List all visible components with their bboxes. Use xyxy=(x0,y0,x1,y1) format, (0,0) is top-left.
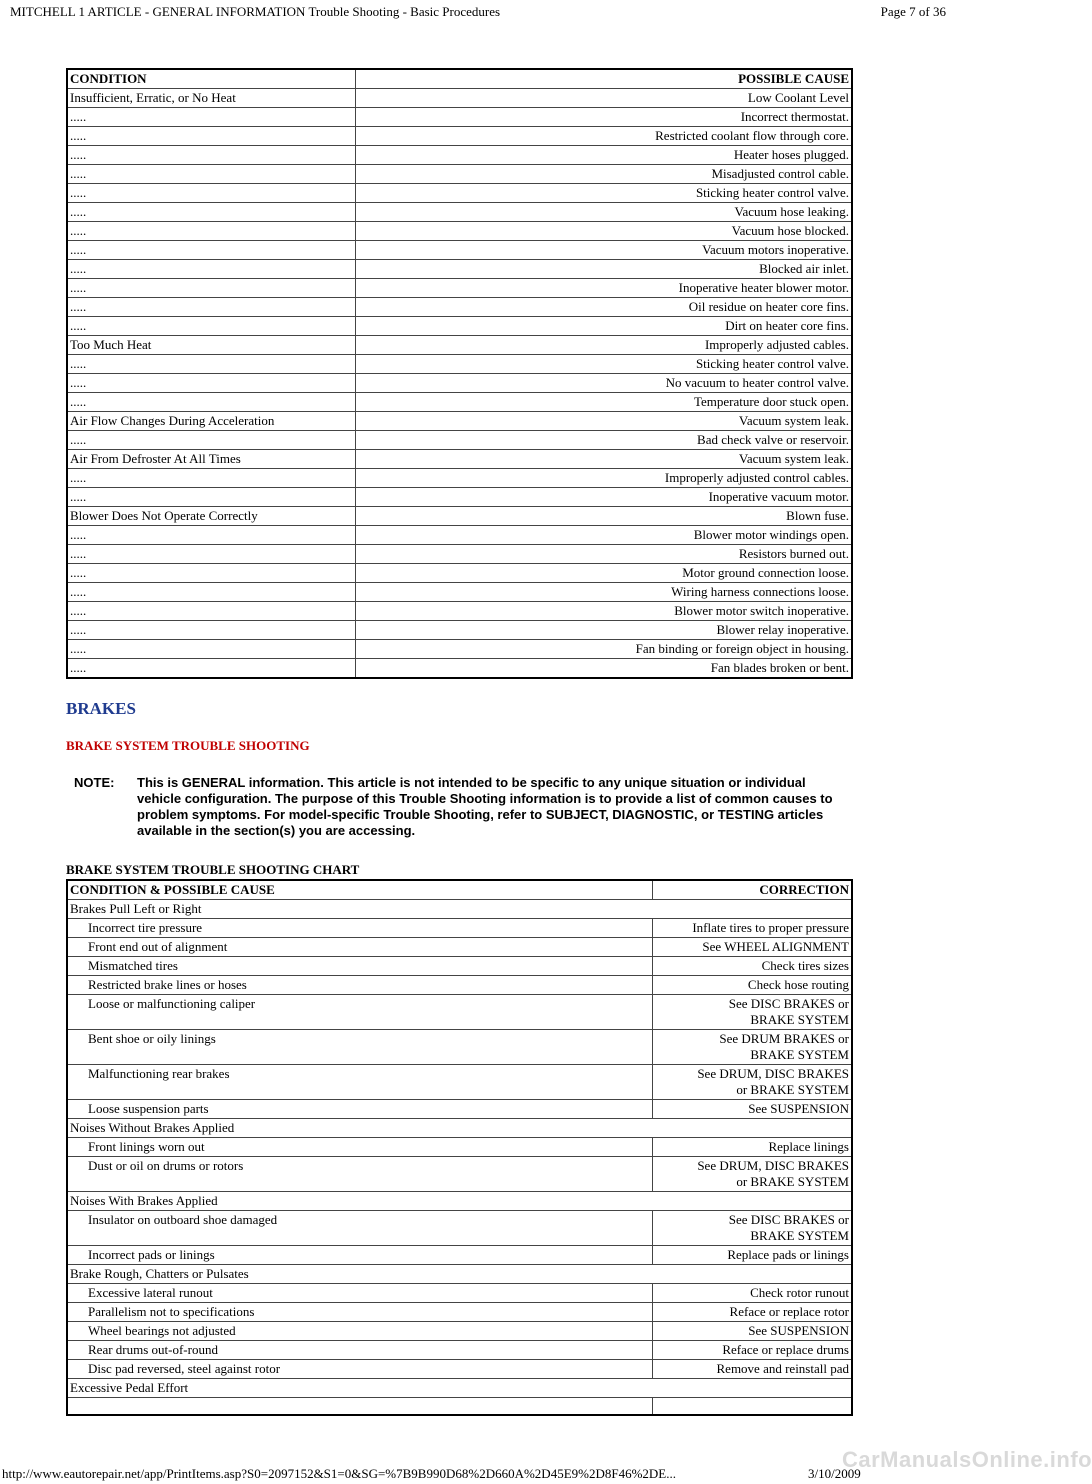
correction-line: See SUSPENSION xyxy=(748,1101,849,1116)
correction-line: See WHEEL ALIGNMENT xyxy=(702,939,849,954)
correction-line: Inflate tires to proper pressure xyxy=(692,920,849,935)
table-header-row xyxy=(67,69,852,89)
note-text: This is GENERAL information. This article is not intended to be specific to any unique situation or individual vehicle configuration. The purpose of this Trouble Shooting information is to provide a list of common causes to problem symptoms. For model-specific Trouble Shooting, refer to SUBJECT, DIAGNOSTIC, or TESTING articles available in the section(s) you are accessing. xyxy=(137,775,833,838)
possible-cause-cell: Temperature door stuck open. xyxy=(356,393,853,412)
condition-group-cell: Excessive Pedal Effort xyxy=(67,1379,852,1398)
correction-line: See SUSPENSION xyxy=(748,1323,849,1338)
cause-cell: Dust or oil on drums or rotors xyxy=(67,1157,653,1192)
condition-cell: ..... xyxy=(67,127,356,146)
column-header-possible-cause: POSSIBLE CAUSE xyxy=(356,69,853,89)
section-subheading: BRAKE SYSTEM TROUBLE SHOOTING xyxy=(66,738,310,753)
possible-cause-cell: Improperly adjusted control cables. xyxy=(356,469,853,488)
table-header-row xyxy=(67,880,852,900)
cause-cell: Excessive lateral runout xyxy=(67,1284,653,1303)
condition-cell: ..... xyxy=(67,526,356,545)
condition-cell: ..... xyxy=(67,355,356,374)
condition-group-row xyxy=(67,1265,852,1284)
condition-group-cell: Brakes Pull Left or Right xyxy=(67,900,852,919)
table-row xyxy=(67,469,852,488)
note-label: NOTE: xyxy=(74,775,115,790)
correction-line: See DISC BRAKES or xyxy=(728,1212,849,1227)
condition-group-row xyxy=(67,1192,852,1211)
table-row xyxy=(67,640,852,659)
condition-cell: ..... xyxy=(67,564,356,583)
correction-cell xyxy=(653,1211,853,1246)
possible-cause-cell: Fan blades broken or bent. xyxy=(356,659,853,679)
table-row xyxy=(67,919,852,938)
condition-cell: ..... xyxy=(67,222,356,241)
condition-cell: ..... xyxy=(67,374,356,393)
correction-line: Replace linings xyxy=(768,1139,849,1154)
table-row xyxy=(67,1211,852,1246)
correction-line: Reface or replace drums xyxy=(722,1342,849,1357)
empty-cell xyxy=(67,1398,653,1416)
possible-cause-cell: No vacuum to heater control valve. xyxy=(356,374,853,393)
possible-cause-cell: Inoperative heater blower motor. xyxy=(356,279,853,298)
possible-cause-cell: Blocked air inlet. xyxy=(356,260,853,279)
table-row xyxy=(67,374,852,393)
heater-trouble-table xyxy=(66,68,853,679)
possible-cause-cell: Blower motor windings open. xyxy=(356,526,853,545)
condition-cell: ..... xyxy=(67,659,356,679)
condition-cell: Blower Does Not Operate Correctly xyxy=(67,507,356,526)
condition-group-cell: Brake Rough, Chatters or Pulsates xyxy=(67,1265,852,1284)
table-row xyxy=(67,431,852,450)
table-row xyxy=(67,298,852,317)
table-row xyxy=(67,1246,852,1265)
condition-cell: ..... xyxy=(67,621,356,640)
table-row xyxy=(67,260,852,279)
correction-cell xyxy=(653,1065,853,1100)
table-row xyxy=(67,336,852,355)
correction-cell xyxy=(653,1360,853,1379)
possible-cause-cell: Bad check valve or reservoir. xyxy=(356,431,853,450)
possible-cause-cell: Sticking heater control valve. xyxy=(356,355,853,374)
possible-cause-cell: Heater hoses plugged. xyxy=(356,146,853,165)
table-row xyxy=(67,1341,852,1360)
possible-cause-cell: Motor ground connection loose. xyxy=(356,564,853,583)
cause-cell: Malfunctioning rear brakes xyxy=(67,1065,653,1100)
cause-cell: Rear drums out-of-round xyxy=(67,1341,653,1360)
print-header-title: MITCHELL 1 ARTICLE - GENERAL INFORMATION Trouble Shooting - Basic Procedures xyxy=(10,4,501,19)
table-row xyxy=(67,1100,852,1119)
possible-cause-cell: Inoperative vacuum motor. xyxy=(356,488,853,507)
correction-line: Reface or replace rotor xyxy=(729,1304,849,1319)
table-row xyxy=(67,957,852,976)
cause-cell: Loose or malfunctioning caliper xyxy=(67,995,653,1030)
table-row xyxy=(67,108,852,127)
table-row xyxy=(67,545,852,564)
cause-cell: Incorrect tire pressure xyxy=(67,919,653,938)
possible-cause-cell: Improperly adjusted cables. xyxy=(356,336,853,355)
correction-line: See DRUM, DISC BRAKES xyxy=(697,1066,849,1081)
possible-cause-cell: Blower relay inoperative. xyxy=(356,621,853,640)
condition-cell: ..... xyxy=(67,469,356,488)
table-row xyxy=(67,127,852,146)
table-row xyxy=(67,976,852,995)
correction-cell xyxy=(653,1322,853,1341)
possible-cause-cell: Misadjusted control cable. xyxy=(356,165,853,184)
cause-cell: Mismatched tires xyxy=(67,957,653,976)
table-row xyxy=(67,1303,852,1322)
correction-line: Check rotor runout xyxy=(750,1285,849,1300)
cause-cell: Wheel bearings not adjusted xyxy=(67,1322,653,1341)
correction-cell xyxy=(653,1341,853,1360)
condition-group-cell: Noises With Brakes Applied xyxy=(67,1192,852,1211)
table-row xyxy=(67,1157,852,1192)
possible-cause-cell: Oil residue on heater core fins. xyxy=(356,298,853,317)
correction-line: BRAKE SYSTEM xyxy=(750,1047,849,1062)
condition-cell: Air From Defroster At All Times xyxy=(67,450,356,469)
table-row xyxy=(67,1065,852,1100)
cause-cell: Front linings worn out xyxy=(67,1138,653,1157)
table-row xyxy=(67,602,852,621)
table-row xyxy=(67,1322,852,1341)
correction-cell xyxy=(653,1100,853,1119)
possible-cause-cell: Blower motor switch inoperative. xyxy=(356,602,853,621)
cause-cell: Restricted brake lines or hoses xyxy=(67,976,653,995)
condition-cell: ..... xyxy=(67,583,356,602)
possible-cause-cell: Blown fuse. xyxy=(356,507,853,526)
column-header-correction: CORRECTION xyxy=(653,880,853,900)
correction-line: Check hose routing xyxy=(747,977,849,992)
correction-cell xyxy=(653,1284,853,1303)
correction-line: See DRUM BRAKES or xyxy=(719,1031,849,1046)
possible-cause-cell: Resistors burned out. xyxy=(356,545,853,564)
correction-line: Remove and reinstall pad xyxy=(716,1361,849,1376)
column-header-condition: CONDITION xyxy=(67,69,356,89)
possible-cause-cell: Restricted coolant flow through core. xyxy=(356,127,853,146)
correction-cell xyxy=(653,976,853,995)
possible-cause-cell: Vacuum hose blocked. xyxy=(356,222,853,241)
print-header-page: Page 7 of 36 xyxy=(880,4,946,19)
possible-cause-cell: Vacuum system leak. xyxy=(356,450,853,469)
condition-cell: ..... xyxy=(67,545,356,564)
condition-cell: ..... xyxy=(67,260,356,279)
correction-line: or BRAKE SYSTEM xyxy=(736,1082,849,1097)
table-row xyxy=(67,184,852,203)
condition-cell: ..... xyxy=(67,431,356,450)
condition-cell: ..... xyxy=(67,317,356,336)
condition-group-row xyxy=(67,1119,852,1138)
condition-group-row xyxy=(67,1379,852,1398)
correction-line: BRAKE SYSTEM xyxy=(750,1012,849,1027)
condition-group-row xyxy=(67,900,852,919)
possible-cause-cell: Vacuum motors inoperative. xyxy=(356,241,853,260)
cause-cell: Front end out of alignment xyxy=(67,938,653,957)
correction-line: or BRAKE SYSTEM xyxy=(736,1174,849,1189)
print-footer-date: 3/10/2009 xyxy=(808,1466,861,1481)
table-row xyxy=(67,203,852,222)
table-row xyxy=(67,89,852,108)
table-row xyxy=(67,279,852,298)
table-row xyxy=(67,1360,852,1379)
table-row xyxy=(67,317,852,336)
possible-cause-cell: Vacuum hose leaking. xyxy=(356,203,853,222)
table-row xyxy=(67,938,852,957)
correction-cell xyxy=(653,1030,853,1065)
table-row-continued xyxy=(67,1398,852,1416)
table-row xyxy=(67,355,852,374)
condition-cell: ..... xyxy=(67,146,356,165)
condition-cell: Insufficient, Erratic, or No Heat xyxy=(67,89,356,108)
possible-cause-cell: Low Coolant Level xyxy=(356,89,853,108)
table-row xyxy=(67,564,852,583)
table-row xyxy=(67,450,852,469)
condition-cell: ..... xyxy=(67,165,356,184)
cause-cell: Parallelism not to specifications xyxy=(67,1303,653,1322)
table-row xyxy=(67,526,852,545)
correction-cell xyxy=(653,995,853,1030)
table-row xyxy=(67,621,852,640)
correction-cell xyxy=(653,1138,853,1157)
condition-cell: Air Flow Changes During Acceleration xyxy=(67,412,356,431)
correction-line: BRAKE SYSTEM xyxy=(750,1228,849,1243)
correction-cell xyxy=(653,919,853,938)
brake-trouble-chart xyxy=(66,879,853,1416)
table-row xyxy=(67,165,852,184)
table-row xyxy=(67,393,852,412)
correction-cell xyxy=(653,1303,853,1322)
empty-cell xyxy=(653,1398,853,1416)
table-row xyxy=(67,995,852,1030)
chart-title: BRAKE SYSTEM TROUBLE SHOOTING CHART xyxy=(66,862,360,877)
table-row xyxy=(67,488,852,507)
table-row xyxy=(67,659,852,679)
table-row xyxy=(67,1284,852,1303)
condition-cell: ..... xyxy=(67,241,356,260)
table-row xyxy=(67,507,852,526)
column-header-condition-cause: CONDITION & POSSIBLE CAUSE xyxy=(67,880,653,900)
possible-cause-cell: Wiring harness connections loose. xyxy=(356,583,853,602)
condition-cell: ..... xyxy=(67,640,356,659)
condition-cell: ..... xyxy=(67,108,356,127)
print-footer-url: http://www.eautorepair.net/app/PrintItems.asp?S0=2097152&S1=0&SG=%7B9B990D68%2D660A%2D45E9%2D8F46%2DE... xyxy=(2,1466,676,1481)
cause-cell: Insulator on outboard shoe damaged xyxy=(67,1211,653,1246)
table-row xyxy=(67,222,852,241)
correction-cell xyxy=(653,1246,853,1265)
table-row xyxy=(67,241,852,260)
possible-cause-cell: Fan binding or foreign object in housing. xyxy=(356,640,853,659)
condition-cell: ..... xyxy=(67,203,356,222)
possible-cause-cell: Sticking heater control valve. xyxy=(356,184,853,203)
condition-group-cell: Noises Without Brakes Applied xyxy=(67,1119,852,1138)
condition-cell: ..... xyxy=(67,279,356,298)
correction-cell xyxy=(653,1157,853,1192)
table-row xyxy=(67,146,852,165)
table-row xyxy=(67,1138,852,1157)
condition-cell: ..... xyxy=(67,393,356,412)
condition-cell: ..... xyxy=(67,602,356,621)
condition-cell: ..... xyxy=(67,488,356,507)
cause-cell: Loose suspension parts xyxy=(67,1100,653,1119)
correction-line: See DRUM, DISC BRAKES xyxy=(697,1158,849,1173)
possible-cause-cell: Incorrect thermostat. xyxy=(356,108,853,127)
condition-cell: ..... xyxy=(67,184,356,203)
possible-cause-cell: Vacuum system leak. xyxy=(356,412,853,431)
correction-line: Check tires sizes xyxy=(761,958,849,973)
correction-line: Replace pads or linings xyxy=(727,1247,849,1262)
table-row xyxy=(67,583,852,602)
correction-line: See DISC BRAKES or xyxy=(728,996,849,1011)
note-box xyxy=(66,766,853,850)
cause-cell: Disc pad reversed, steel against rotor xyxy=(67,1360,653,1379)
section-heading: BRAKES xyxy=(66,699,136,718)
watermark-logo: CarManualsOnline.info xyxy=(842,1447,1092,1472)
possible-cause-cell: Dirt on heater core fins. xyxy=(356,317,853,336)
cause-cell: Incorrect pads or linings xyxy=(67,1246,653,1265)
condition-cell: Too Much Heat xyxy=(67,336,356,355)
table-row xyxy=(67,412,852,431)
condition-cell: ..... xyxy=(67,298,356,317)
correction-cell xyxy=(653,938,853,957)
table-row xyxy=(67,1030,852,1065)
cause-cell: Bent shoe or oily linings xyxy=(67,1030,653,1065)
correction-cell xyxy=(653,957,853,976)
